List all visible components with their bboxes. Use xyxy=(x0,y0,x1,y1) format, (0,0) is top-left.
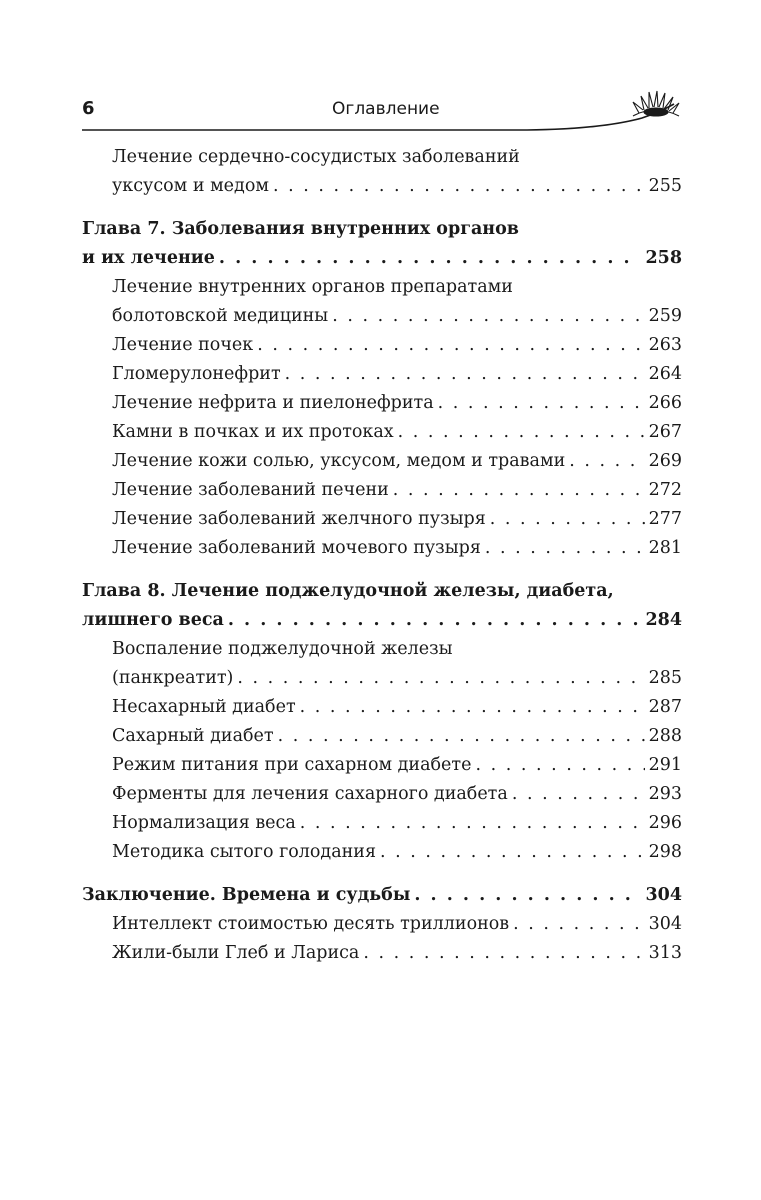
toc-section-entry[interactable] xyxy=(82,331,682,360)
toc-section-entry[interactable] xyxy=(82,476,682,505)
dot-leader xyxy=(569,447,644,476)
dot-leader xyxy=(300,693,645,722)
dot-leader xyxy=(300,809,645,838)
toc-section-entry[interactable] xyxy=(82,722,682,751)
toc-entry-title: Лечение заболеваний печени xyxy=(112,480,389,500)
spacer xyxy=(82,867,682,881)
dot-leader xyxy=(513,910,644,939)
toc-entry-title: Воспаление поджелудочной железы xyxy=(112,639,453,659)
toc-entry-title: Лечение сердечно-сосудистых заболеваний xyxy=(112,147,520,167)
toc-section-entry[interactable] xyxy=(82,751,682,780)
toc-entry-title: Несахарный диабет xyxy=(112,697,296,717)
toc-chapter-entry[interactable] xyxy=(82,881,682,910)
dot-leader xyxy=(285,360,645,389)
dot-leader xyxy=(273,172,645,201)
toc-chapter-entry[interactable] xyxy=(82,215,682,273)
dot-leader xyxy=(219,244,642,273)
toc-page-number: 313 xyxy=(648,943,682,963)
dot-leader xyxy=(278,722,645,751)
toc-entry-title: Интеллект стоимостью десять триллионов xyxy=(112,914,510,934)
toc-page-number: 266 xyxy=(648,393,682,413)
toc-section-entry[interactable] xyxy=(82,273,682,331)
dot-leader xyxy=(228,606,642,635)
toc-page-number: 285 xyxy=(648,668,682,688)
spacer xyxy=(82,563,682,577)
toc-section-entry[interactable] xyxy=(82,143,682,201)
toc-entry-title: уксусом и медом xyxy=(112,176,269,196)
toc-page-number: 263 xyxy=(648,335,682,355)
toc-entry-title: Лечение заболеваний желчного пузыря xyxy=(112,509,486,529)
dot-leader xyxy=(393,476,645,505)
toc-entry-title: болотовской медицины xyxy=(112,306,329,326)
toc-entry-title: Заключение. Времена и судьбы xyxy=(82,885,411,905)
toc-chapter-entry[interactable] xyxy=(82,577,682,635)
toc-page-number: 267 xyxy=(648,422,682,442)
toc-entry-title: Гломерулонефрит xyxy=(112,364,281,384)
toc-section-entry[interactable] xyxy=(82,780,682,809)
toc-entry-title: Сахарный диабет xyxy=(112,726,274,746)
toc-section-entry[interactable] xyxy=(82,809,682,838)
dot-leader xyxy=(363,939,644,968)
running-header xyxy=(82,96,682,130)
toc-page-number: 269 xyxy=(648,451,682,471)
toc-section-entry[interactable] xyxy=(82,838,682,867)
toc-page-number: 298 xyxy=(648,842,682,862)
toc-entry-title: (панкреатит) xyxy=(112,668,234,688)
page-number: 6 xyxy=(82,98,95,119)
toc-page-number: 293 xyxy=(648,784,682,804)
toc-entry-title: Ферменты для лечения сахарного диабета xyxy=(112,784,508,804)
toc-page-number: 281 xyxy=(648,538,682,558)
toc-page-number: 259 xyxy=(648,306,682,326)
toc-entry-title: Нормализация веса xyxy=(112,813,296,833)
toc-section-entry[interactable] xyxy=(82,447,682,476)
toc-entry-title: Камни в почках и их протоках xyxy=(112,422,394,442)
toc-entry-title: Глава 8. Лечение поджелудочной железы, диабета, xyxy=(82,581,614,601)
toc-entry-title: Лечение кожи солью, уксусом, медом и травами xyxy=(112,451,566,471)
toc-page-number: 258 xyxy=(645,248,682,268)
dot-leader xyxy=(475,751,644,780)
toc-section-entry[interactable] xyxy=(82,910,682,939)
toc-page-number: 291 xyxy=(648,755,682,775)
dot-leader xyxy=(485,534,645,563)
toc-page-number: 255 xyxy=(648,176,682,196)
toc-section-entry[interactable] xyxy=(82,418,682,447)
toc-entry-title: Глава 7. Заболевания внутренних органов xyxy=(82,219,519,239)
dot-leader xyxy=(332,302,644,331)
toc-page-number: 272 xyxy=(648,480,682,500)
toc-entry-title: Методика сытого голодания xyxy=(112,842,377,862)
toc-section-entry[interactable] xyxy=(82,505,682,534)
toc-section-entry[interactable] xyxy=(82,389,682,418)
toc-entry-title: лишнего веса xyxy=(82,610,224,630)
dot-leader xyxy=(398,418,645,447)
sunflower-icon xyxy=(627,82,683,122)
toc-page-number: 277 xyxy=(648,509,682,529)
toc-entry-title: Режим питания при сахарном диабете xyxy=(112,755,472,775)
toc-entry-title: Лечение почек xyxy=(112,335,254,355)
dot-leader xyxy=(380,838,645,867)
toc-section-entry[interactable] xyxy=(82,939,682,968)
toc-section-entry[interactable] xyxy=(82,635,682,693)
toc-entry-title: Лечение нефрита и пиелонефрита xyxy=(112,393,434,413)
toc-page-number: 287 xyxy=(648,697,682,717)
toc-page-number: 296 xyxy=(648,813,682,833)
dot-leader xyxy=(490,505,645,534)
dot-leader xyxy=(237,664,644,693)
toc-section-entry[interactable] xyxy=(82,360,682,389)
table-of-contents xyxy=(82,143,682,968)
toc-section-entry[interactable] xyxy=(82,534,682,563)
toc-page-number: 304 xyxy=(648,914,682,934)
toc-page-number: 264 xyxy=(648,364,682,384)
running-title: Оглавление xyxy=(332,99,440,119)
toc-entry-title: Лечение заболеваний мочевого пузыря xyxy=(112,538,481,558)
dot-leader xyxy=(414,881,641,910)
toc-page-number: 288 xyxy=(648,726,682,746)
dot-leader xyxy=(438,389,645,418)
dot-leader xyxy=(512,780,645,809)
toc-entry-title: Лечение внутренних органов препаратами xyxy=(112,277,513,297)
toc-entry-title: Жили-были Глеб и Лариса xyxy=(112,943,360,963)
toc-section-entry[interactable] xyxy=(82,693,682,722)
spacer xyxy=(82,201,682,215)
toc-page-number: 304 xyxy=(645,885,682,905)
dot-leader xyxy=(257,331,644,360)
toc-page-number: 284 xyxy=(645,610,682,630)
toc-entry-title: и их лечение xyxy=(82,248,215,268)
